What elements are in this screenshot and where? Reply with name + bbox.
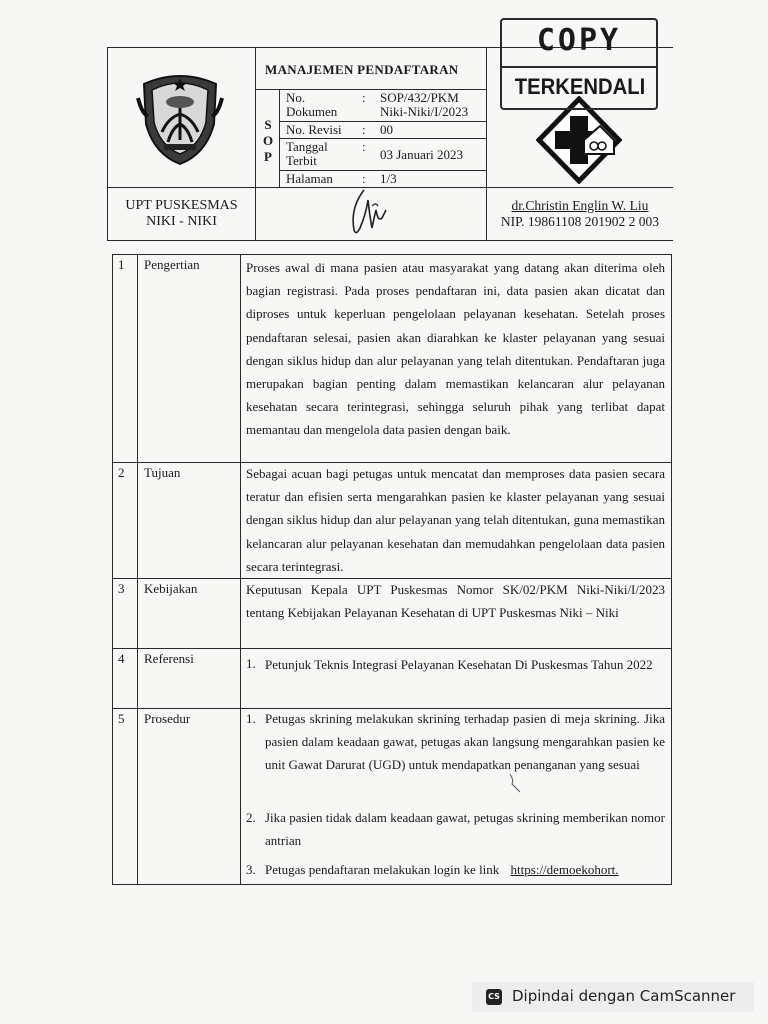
stamp-controlled-text: TERKENDALI bbox=[514, 74, 646, 99]
signer-name: dr.Christin Englin W. Liu bbox=[511, 198, 649, 213]
section-label-referensi: Referensi bbox=[144, 651, 194, 666]
section-number: 5 bbox=[118, 711, 125, 726]
signer-nip: NIP. 19861108 201902 2 003 bbox=[500, 214, 660, 229]
no-revisi-label: No. Revisi bbox=[286, 122, 342, 137]
section-number: 1 bbox=[118, 257, 125, 272]
section-label-prosedur: Prosedur bbox=[144, 711, 191, 726]
meta-colon: : bbox=[362, 139, 366, 154]
section-text-tujuan: Sebagai acuan bagi petugas untuk mencatat dan memproses data pasien secara teratur dan efisien serta mengarahkan pasien ke klaster pelayanan yang sesuai dengan siklus hidup dan alur pelayanan yang telah ditentukan, guna memastikan kelancaran alur pelayanan kesehatan dan memudahkan pengelolaan data pasien secara terintegrasi. bbox=[246, 466, 665, 574]
pen-mark-icon bbox=[508, 772, 522, 794]
no-dokumen-value: SOP/432/PKM Niki-Niki/I/2023 bbox=[380, 90, 469, 119]
section-label-pengertian: Pengertian bbox=[144, 257, 200, 272]
section-number: 3 bbox=[118, 581, 125, 596]
stamp-copy-text: COPY bbox=[536, 23, 622, 58]
halaman-label: Halaman bbox=[286, 171, 333, 186]
prosedur-item bbox=[265, 858, 665, 881]
halaman-value: 1/3 bbox=[380, 171, 397, 186]
section-label-tujuan: Tujuan bbox=[144, 465, 181, 480]
camscanner-text: Dipindai dengan CamScanner bbox=[512, 987, 736, 1005]
section-label-kebijakan: Kebijakan bbox=[144, 581, 198, 596]
prosedur-item-text: Petugas pendaftaran melakukan login ke link bbox=[265, 862, 500, 877]
no-revisi-value: 00 bbox=[380, 122, 393, 137]
list-item-number: 2. bbox=[246, 810, 256, 825]
demoekohort-link[interactable]: https://demoekohort. bbox=[510, 862, 619, 877]
prosedur-item: Petugas skrining melakukan skrining terhadap pasien di meja skrining. Jika pasien dalam keadaan gawat, petugas akan langsung mengarahkan pasien ke unit Gawat Darurat (UGD) untuk mendapatkan penanganan yang sesuai bbox=[265, 711, 665, 773]
meta-colon: : bbox=[362, 171, 366, 186]
tanggal-terbit-value: 03 Januari 2023 bbox=[380, 147, 464, 162]
list-item-number: 1. bbox=[246, 711, 256, 726]
tanggal-terbit-label: Tanggal Terbit bbox=[286, 139, 328, 168]
document-title: MANAJEMEN PENDAFTARAN bbox=[265, 62, 459, 77]
section-text-kebijakan: Keputusan Kepala UPT Puskesmas Nomor SK/02/PKM Niki-Niki/I/2023 tentang Kebijakan Pelayanan Kesehatan di UPT Puskesmas Niki – Niki bbox=[246, 582, 665, 621]
sop-letter-p: P bbox=[264, 149, 272, 164]
list-item-number: 3. bbox=[246, 862, 256, 877]
sop-letter-s: S bbox=[264, 117, 272, 132]
camscanner-logo-icon: CS bbox=[486, 989, 502, 1005]
org-name: UPT PUSKESMAS NIKI - NIKI bbox=[125, 198, 238, 229]
section-text-pengertian: Proses awal di mana pasien atau masyarakat yang datang akan diterima oleh bagian registrasi. Pada proses pendaftaran ini, data pasien akan dicatat dan diproses untuk keperluan pengelolaan pelayanan kesehatan. Setelah proses pendaftaran selesai, pasien akan diarahkan ke klaster pelayanan yang sesuai dengan siklus hidup dan alur pelayanan yang telah ditentukan. Pendaftaran juga merupakan bagian penting dalam memastikan kelancaran alur pelayanan kesehatan secara terintegrasi, sehingga seluruh pihak yang terlibat dapat memantau dan mengelola data pasien dengan baik. bbox=[246, 260, 665, 438]
prosedur-item: Jika pasien tidak dalam keadaan gawat, petugas skrining memberikan nomor antrian bbox=[265, 810, 665, 849]
meta-colon: : bbox=[362, 90, 366, 105]
no-dokumen-label: No. Dokumen bbox=[286, 90, 338, 119]
sop-letter-o: O bbox=[262, 133, 274, 148]
section-number: 2 bbox=[118, 465, 125, 480]
meta-colon: : bbox=[362, 122, 366, 137]
section-number: 4 bbox=[118, 651, 125, 666]
camscanner-watermark bbox=[472, 982, 754, 1012]
list-item-number: 1. bbox=[246, 656, 256, 671]
referensi-item: Petunjuk Teknis Integrasi Pelayanan Kesehatan Di Puskesmas Tahun 2022 bbox=[265, 657, 653, 672]
